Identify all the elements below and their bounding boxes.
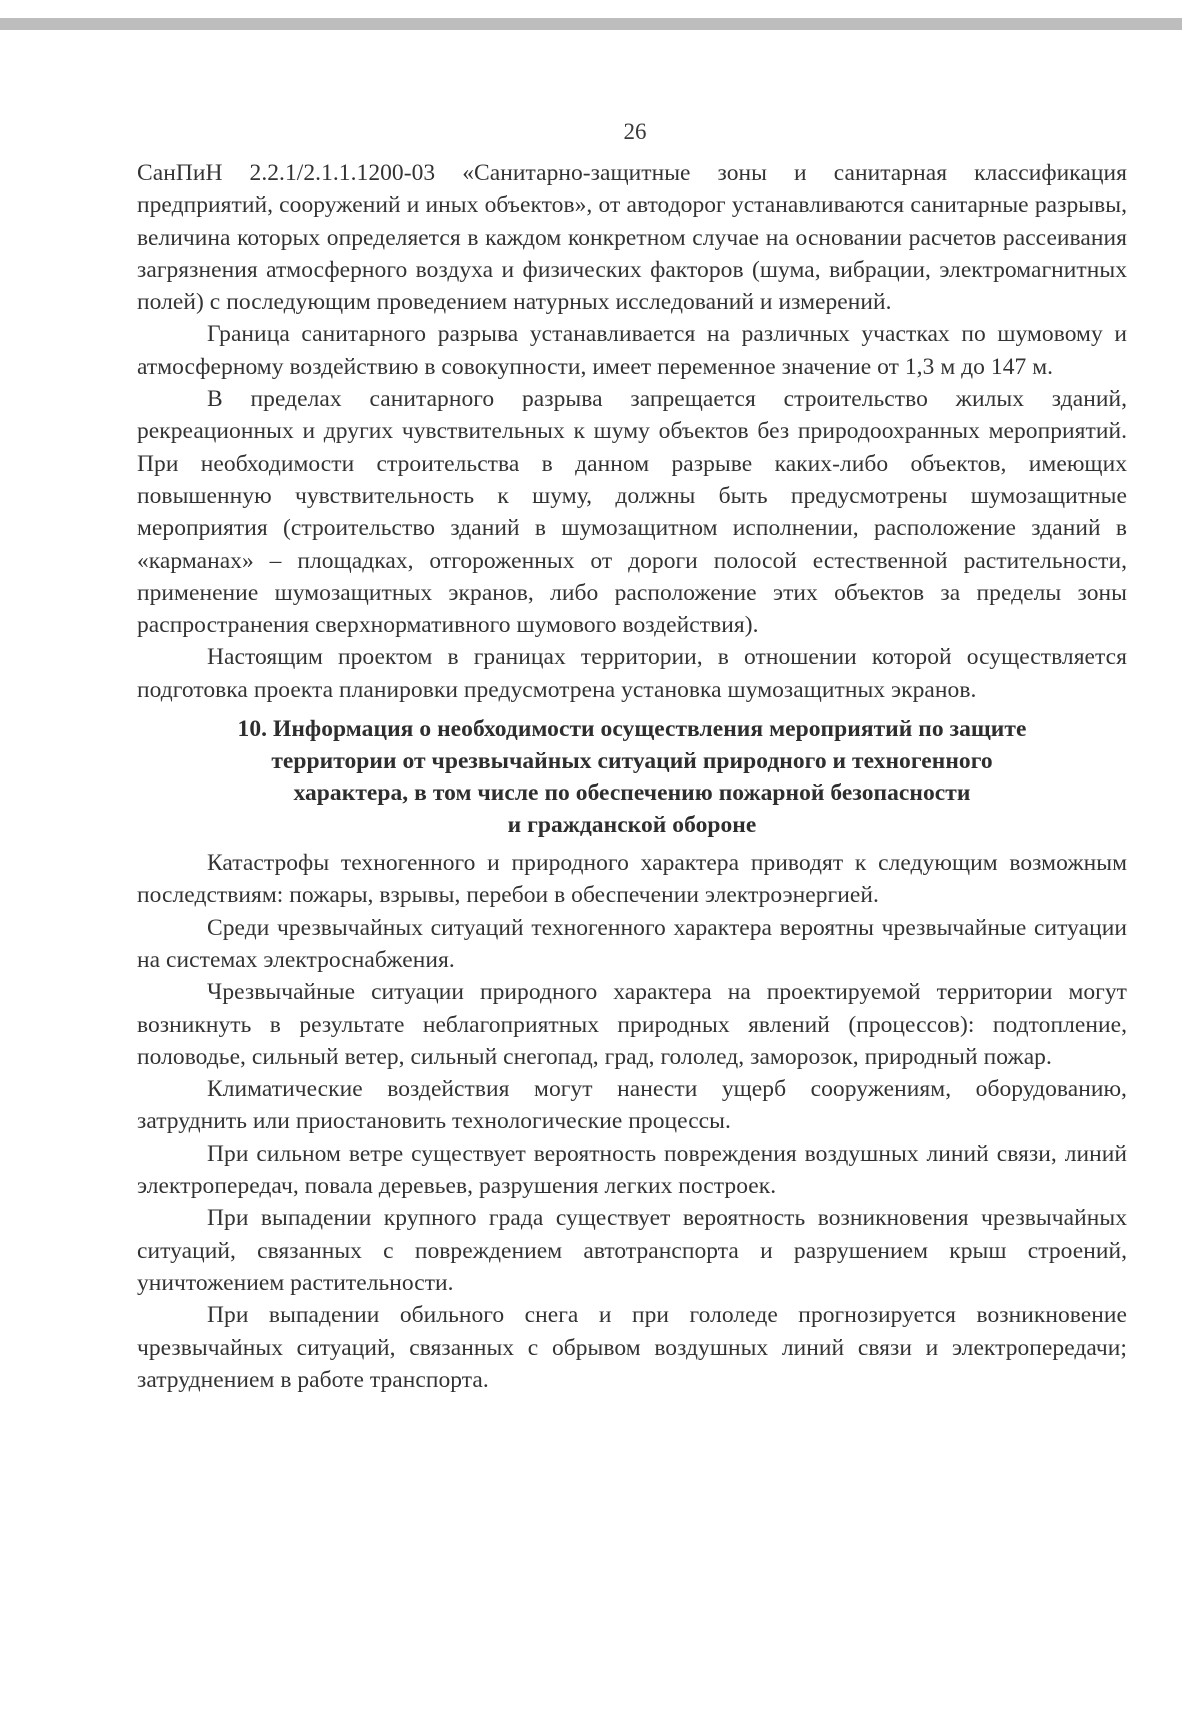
paragraph-natural-emergencies: Чрезвычайные ситуации природного характера на проектируемой территории могут возникнуть в результате неблагоприятных природных явлений (процессов): подтопление, половодье, сильный ветер, сильный снегопад, град, гололед, заморозок, природный пожар. [137, 979, 1127, 1070]
paragraph-technogenic-emergencies: Среди чрезвычайных ситуаций техногенного характера вероятны чрезвычайные ситуации на системах электроснабжения. [137, 914, 1127, 973]
paragraph-strong-wind: При сильном ветре существует вероятность повреждения воздушных линий связи, линий электропередач, повала деревьев, разрушения легких построек. [137, 1140, 1127, 1200]
section-heading-line: и гражданской обороне [507, 812, 757, 839]
paragraph-disaster-consequences: Катастрофы техногенного и природного характера приводят к следующим возможным последствиям: пожары, взрывы, перебои в обеспечении электроэнергией. [137, 850, 1127, 909]
paragraph-sanpin: СанПиН 2.2.1/2.1.1.1200-03 «Санитарно-защитные зоны и санитарная классификация предприятий, сооружений и иных объектов», от автодорог устанавливаются санитарные разрывы, величина которых определяется в каждом конкретном случае на основании расчетов рассеивания загрязнения атмосферного воздуха и физических факторов (шума, вибрации, электромагнитных полей) с последующим проведением натурных исследований и измерений. [137, 160, 1127, 316]
paragraph-noise-screens: Настоящим проектом в границах территории, в отношении которой осуществляется подготовка проекта планировки предусмотрена установка шумозащитных экранов. [137, 644, 1127, 703]
paragraph-sanitary-gap-boundary: Граница санитарного разрыва устанавливается на различных участках по шумовому и атмосферному воздействию в совокупности, имеет переменное значение от 1,3 м до 147 м. [137, 321, 1127, 380]
paragraph-heavy-snow: При выпадении обильного снега и при гололеде прогнозируется возникновение чрезвычайных ситуаций, связанных с обрывом воздушных линий связи и электропередачи; затруднением в работе транспорта. [137, 1302, 1127, 1393]
paragraph-hail: При выпадении крупного града существует вероятность возникновения чрезвычайных ситуаций, связанных с повреждением автотранспорта и разрушением крыш строений, уничтожением растительности. [137, 1205, 1127, 1296]
page-number: 26 [623, 119, 647, 144]
paragraph-climatic-impacts: Климатические воздействия могут нанести ущерб сооружениям, оборудованию, затруднить или приостановить технологические процессы. [137, 1076, 1127, 1135]
scan-top-border [0, 18, 1182, 30]
section-heading-line: территории от чрезвычайных ситуаций природного и техногенного [271, 748, 993, 775]
paragraph-construction-restrictions: В пределах санитарного разрыва запрещается строительство жилых зданий, рекреационных и других чувствительных к шуму объектов без природоохранных мероприятий. При необходимости строительства в данном разрыве каких-либо объектов, имеющих повышенную чувствительность к шуму, должны быть предусмотрены шумозащитные мероприятия (строительство зданий в шумозащитном исполнении, расположение зданий в «карманах» – площадках, отгороженных от дороги полосой естественной растительности, применение шумозащитных экранов, либо расположение этих объектов за пределы зоны распространения сверхнормативного шумового воздействия). [137, 386, 1127, 639]
section-heading-line: характера, в том числе по обеспечению пожарной безопасности [293, 780, 971, 807]
section-heading-line: 10. Информация о необходимости осуществления мероприятий по защите [237, 716, 1027, 743]
section-heading [137, 713, 1127, 841]
document-body [137, 157, 1127, 1396]
